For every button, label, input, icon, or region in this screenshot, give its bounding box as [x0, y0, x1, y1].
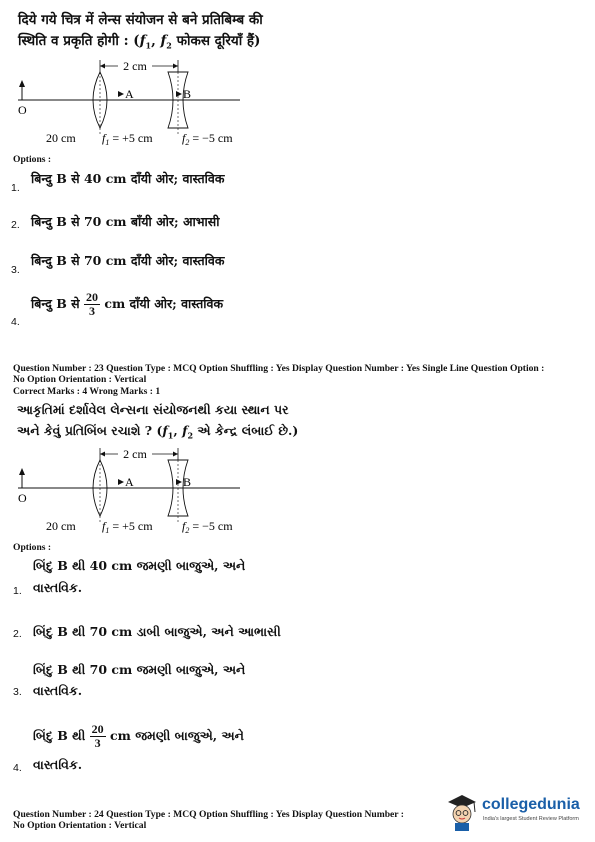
point-b-label: B — [183, 475, 192, 489]
q22-options-heading: Options : — [13, 154, 52, 165]
q22-f2-sub: 2 — [166, 40, 172, 51]
point-a-marker — [118, 91, 124, 97]
q22-text-line2-start: स्थिति व प्रकृति होगी : ( — [18, 33, 140, 49]
q22-option-3-number: 3. — [11, 264, 20, 276]
object-arrowhead — [19, 80, 25, 87]
q23-comma: , — [173, 423, 183, 438]
collegedunia-logo — [444, 792, 590, 832]
f1-label: $f_1 = +5$ cm — [102, 131, 153, 147]
q23-option-1-number: 1. — [13, 585, 22, 597]
point-a-marker — [118, 479, 124, 485]
q23-option-4-post: cm જમણી બાજુએ, અને — [110, 728, 244, 743]
lens-diagram-q22 — [8, 56, 248, 152]
q22-option-4-fraction — [84, 291, 100, 318]
q23-option-1-line2[interactable]: વાસ્તવિક. — [33, 580, 83, 595]
gap-label: 2 cm — [123, 447, 147, 461]
gap-arrow-right — [173, 452, 178, 457]
q22-option-1-number: 1. — [11, 182, 20, 194]
point-a-label: A — [125, 87, 134, 101]
gap-arrow-right — [173, 64, 178, 69]
q23-option-1-line1[interactable]: બિંદુ B થી 40 cm જમણી બાજુએ, અને — [33, 558, 246, 573]
fraction-numerator: 20 — [91, 722, 104, 736]
lens-diagram-q23 — [8, 444, 248, 540]
q23-option-4-line2[interactable]: વાસ્તવિક. — [33, 757, 83, 772]
q23-option-4-number: 4. — [13, 762, 22, 774]
object-label: O — [18, 491, 27, 505]
f1-label: $f_1 = +5$ cm — [102, 519, 153, 535]
q23-options-heading: Options : — [13, 542, 52, 553]
q22-comma: , — [151, 33, 161, 49]
q22-option-4-post: cm दाँयी ओर; वास्तविक — [104, 296, 224, 311]
gap-arrow-left — [100, 64, 105, 69]
q23-text-line2-start: અને કેવું પ્રતિબિંબ રચાશે ? ( — [17, 423, 163, 438]
q23-option-4-pre: બિંદુ B થી — [33, 728, 86, 743]
q22-option-4-number: 4. — [11, 316, 20, 328]
q23-option-2-text[interactable]: બિંદુ B થી 70 cm ડાબી બાજુએ, અને આભાસી — [33, 624, 281, 639]
distance-label: 20 cm — [46, 519, 76, 533]
gap-label: 2 cm — [123, 59, 147, 73]
fraction-denominator: 3 — [88, 304, 95, 318]
object-arrowhead — [19, 468, 25, 475]
f2-label: $f_2 = -5$ cm — [182, 131, 233, 147]
point-b-marker — [176, 479, 182, 485]
q23-meta-line1: Question Number : 23 Question Type : MCQ Option Shuffling : Yes Display Question Number : Yes Single Line Question Option : — [13, 363, 545, 374]
logo-tagline: India's largest Student Review Platform — [483, 816, 579, 822]
q22-text-line2 — [18, 31, 260, 51]
point-a-label: A — [125, 475, 134, 489]
point-b-label: B — [183, 87, 192, 101]
q23-option-3-line1[interactable]: બિંદુ B થી 70 cm જમણી બાજુએ, અને — [33, 662, 246, 677]
q22-text-line2-end: फोकस दूरियाँ हैं) — [171, 33, 261, 49]
q23-option-2-number: 2. — [13, 628, 22, 640]
q22-f-symbol-2: f — [160, 33, 167, 49]
q22-text-line1: दिये गये चित्र में लेन्स संयोजन से बने प्रतिबिम्ब की — [18, 12, 263, 28]
q23-option-4-fraction — [90, 723, 106, 750]
q22-option-1-text[interactable]: बिन्दु B से 40 cm दाँयी ओर; वास्तविक — [31, 171, 225, 186]
q23-f-symbol-2: f — [182, 423, 188, 438]
logo-brand-text: collegedunia — [482, 796, 580, 813]
fraction-denominator: 3 — [94, 736, 101, 750]
mascot-icon — [444, 792, 480, 832]
q22-option-3-text[interactable]: बिन्दु B से 70 cm दाँयी ओर; वास्तविक — [31, 253, 225, 268]
q23-f2-sub: 2 — [187, 430, 194, 441]
f2-label: $f_2 = -5$ cm — [182, 519, 233, 535]
q23-option-3-line2[interactable]: વાસ્તવિક. — [33, 683, 83, 698]
q23-marks: Correct Marks : 4 Wrong Marks : 1 — [13, 386, 161, 397]
q22-f-symbol: f — [139, 33, 146, 49]
q22-option-2-text[interactable]: बिन्दु B से 70 cm बाँयी ओर; आभासी — [31, 214, 220, 229]
q23-option-3-number: 3. — [13, 686, 22, 698]
q22-f1-sub: 1 — [145, 40, 152, 51]
object-label: O — [18, 103, 27, 117]
distance-label: 20 cm — [46, 131, 76, 145]
q23-text-line2-end: એ કેન્દ્ર લંબાઈ છે.) — [193, 423, 299, 438]
q24-meta-line1: Question Number : 24 Question Type : MCQ Option Shuffling : Yes Display Question Number : — [13, 809, 404, 820]
q23-f1-sub: 1 — [167, 430, 174, 441]
q22-option-4-pre: बिन्दु B से — [31, 296, 80, 311]
q22-option-2-number: 2. — [11, 219, 20, 231]
q23-text-line1: આકૃતિમાં દર્શાવેલ લેન્સના સંયોજનથી કયા સ્થાન પર — [17, 402, 289, 417]
q23-f-symbol: f — [162, 423, 168, 438]
fraction-numerator: 20 — [85, 290, 98, 304]
q23-option-4-line1[interactable] — [33, 723, 244, 750]
q22-option-4-text[interactable] — [31, 291, 223, 318]
q23-text-line2 — [17, 423, 298, 441]
q24-meta-line2: No Option Orientation : Vertical — [13, 820, 147, 831]
q23-meta-line2: No Option Orientation : Vertical — [13, 374, 147, 385]
gap-arrow-left — [100, 452, 105, 457]
point-b-marker — [176, 91, 182, 97]
